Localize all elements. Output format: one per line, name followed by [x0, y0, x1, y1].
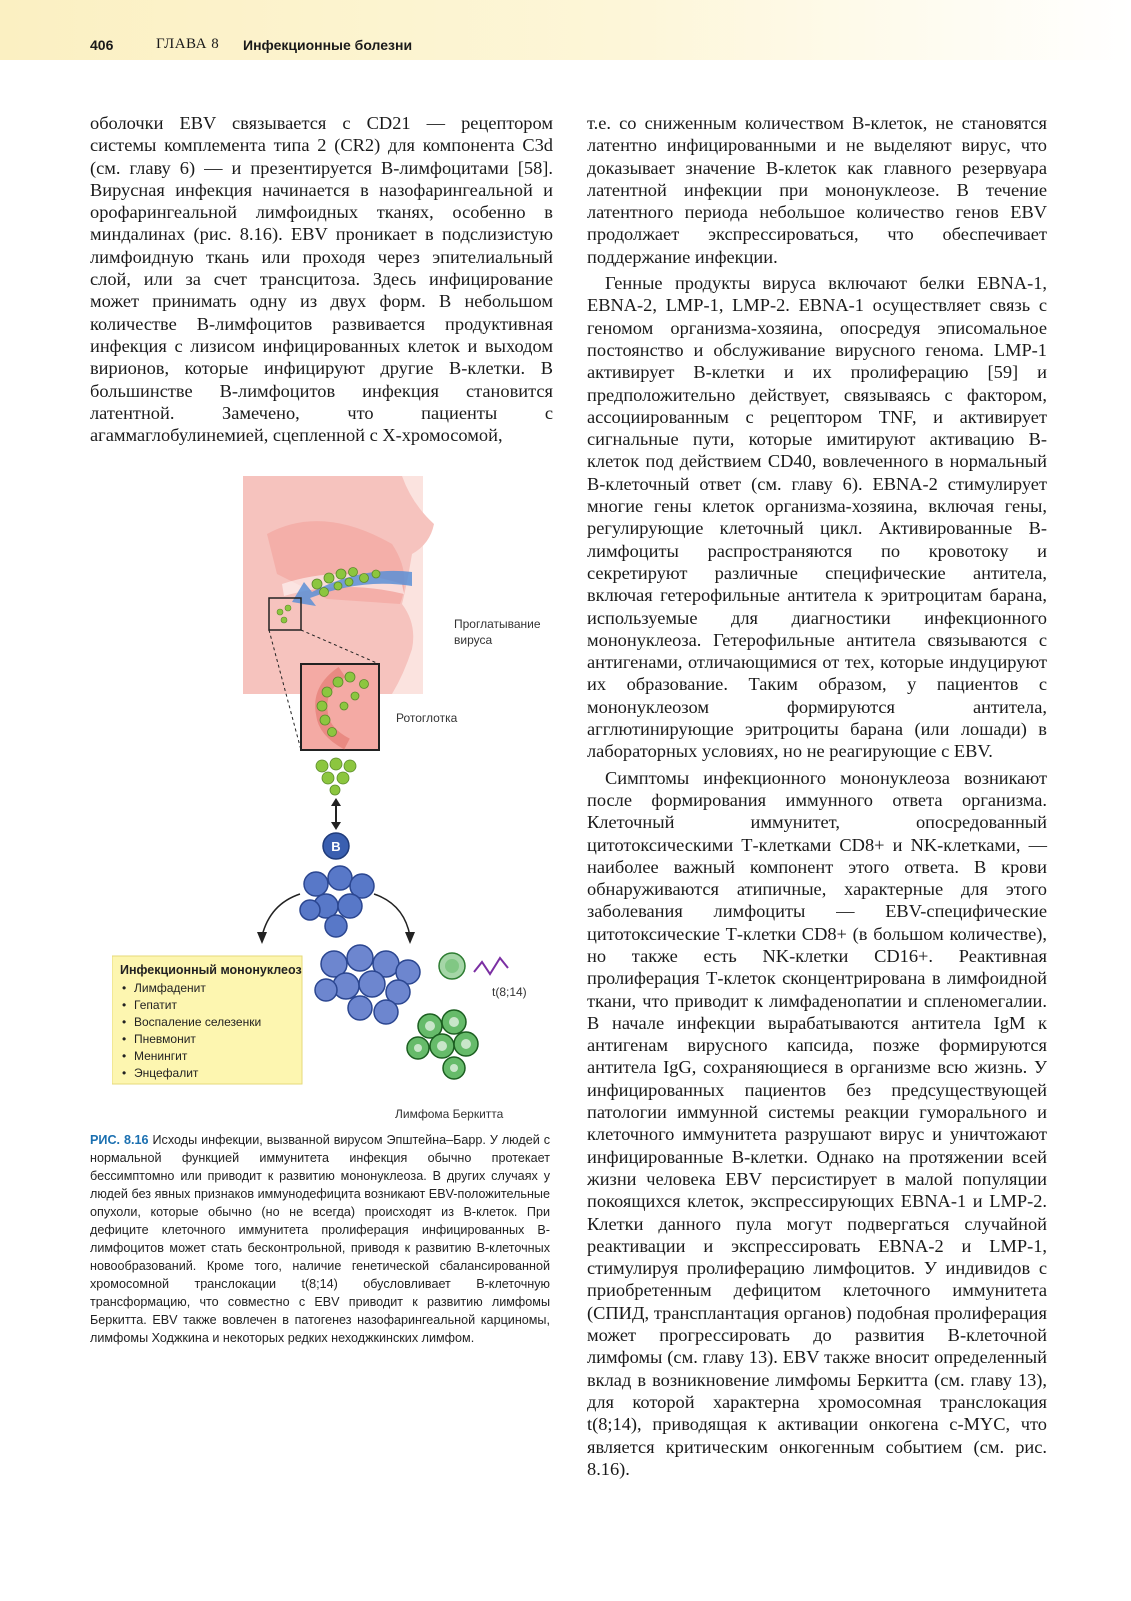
left-paragraph-1: оболочки EBV связывается с CD21 — рецептором системы комплемента типа 2 (CR2) для компонента C3d (см. главу 6) — и презентируется В-лимфоцитами [58]. Вирусная инфекция начинается в назофарингеальной и орофарингеальной лимфоидных тканях, особенно в миндалинах (рис. 8.16). EBV проникает в подслизистую лимфоидную ткань или проходя через эпителиальный слой, или за счет трансцитоза. Здесь инфицирование может принимать одну из двух форм. В небольшом количестве В-лимфоцитов развивается продуктивная инфекция с лизисом инфицированных клеток и выходом вирионов, которые инфицируют другие В-клетки. В большинстве В-лимфоцитов инфекция становится латентной. Замечено, что пациенты с агаммаглобулинемией, сцепленной с X-хромосомой, — [90, 113, 553, 446]
caption-text: Исходы инфекции, вызванной вирусом Эпштейна–Барр. У людей с нормальной функцией иммунитета инфекция обычно протекает бессимптомно или приводит к развитию мононуклеоза. В других случаях у людей без явных признаков иммунодефицита возникают EBV-положительные опухоли, которые обычно (но не всегда) происходят из В-клеток. При дефиците клеточного иммунитета пролиферация инфицированных В-лимфоцитов может стать бесконтрольной, приводя к развитию В-клеточных новообразований. Кроме того, наличие генетической сбалансированной хромосомной транслокации t(8;14) обусловливает В-клеточную трансформацию, что совместно с EBV приводит к развитию лимфомы Беркитта. EBV также вовлечен в патогенез назофарингеальной карциномы, лимфомы Ходжкина и некоторых редких неходжкинских лимфом. — [90, 1133, 550, 1345]
b-cell-letter: B — [331, 839, 341, 854]
translocation-label: t(8;14) — [492, 985, 527, 999]
symptom-bullet: • — [122, 1049, 127, 1063]
right-paragraph-2: Генные продукты вируса включают белки EBNA-1, EBNA-2, LMP-1, LMP-2. EBNA-1 осуществляет связь с геномом организма-хозяина, опосредуя эписомальное постоянство и обслуживание вирусного генома. LMP-1 активирует В-клетки и их пролиферацию [59] и предположительно действует, связываясь с фактором, ассоциированным с рецептором TNF, и активирует сигнальные пути, которые имитируют активацию В-клеток под действием CD40, вовлеченного в нормальный В-клеточный ответ (см. главу 6). EBNA-2 стимулирует многие гены клеток организма-хозяина, включая гены, регулирующие клеточный цикл. Активированные В-лимфоциты распространяются по кровотоку и секретируют различные специфические антитела, включая гетерофильные антитела к эритроцитам барана, используемые для диагностики инфекционного мононуклеоза. Гетерофильные антитела связываются с антигенами, отличающимися от тех, которые индуцируют их образование. Таким образом, у пациентов с мононуклеозом формируются антитела, агглютинирующие эритроциты барана (или лошади) в лабораторных условиях, но не реагирующие с EBV. — [587, 273, 1047, 762]
running-header-band — [0, 0, 1131, 60]
arrow-head-up — [331, 798, 341, 806]
chapter-label: ГЛАВА 8 — [156, 36, 220, 52]
symptom-item: Гепатит — [134, 998, 177, 1012]
symptom-bullet: • — [122, 1032, 127, 1046]
symptom-item: Пневмонит — [134, 1032, 196, 1046]
figure-8-16 — [112, 474, 548, 1134]
arrow-to-mononucleosis — [262, 894, 300, 936]
b-cell-cluster — [300, 866, 374, 937]
symptom-bullet: • — [122, 998, 127, 1012]
label-burkitt: Лимфома Беркитта — [395, 1107, 504, 1121]
page-number: 406 — [90, 37, 114, 53]
right-paragraph-1: т.е. со сниженным количеством В-клеток, не становятся латентно инфицированными и не выделяют вирус, что доказывает значение В-клеток как главного резервуара латентной инфекции при мононуклеозе. В течение латентного периода небольшое количество генов EBV продолжает экспрессироваться, что обеспечивает поддержание инфекции. — [587, 113, 1047, 267]
figure-illustration — [112, 474, 548, 1134]
right-paragraph-3: Симптомы инфекционного мононуклеоза возникают после формирования иммунного ответа организма. Клеточный иммунитет, опосредованный цитотоксическими Т-клетками CD8+ и NK-клетками, — наиболее важный компонент этого ответа. В крови обнаруживаются атипичные, характерные для этого заболевания лимфоциты — EBV-специфические цитотоксические Т-клетки CD8+ (в большом количестве), но также есть NK-клетки CD16+. Реактивная пролиферация Т-клеток сконцентрирована в лимфоидной ткани, что приводит к лимфаденопатии и спленомегалии. В начале инфекции вырабатываются антитела IgM к антигенам вирусного капсида, позже формируются антитела IgG, сохраняющиеся в организме всю жизнь. У инфицированных пациентов без предсуществующей патологии иммунной системы реакции гуморального и клеточного иммунитета разрушают вирус и уничтожают инфицированные В-клетки. Однако на протяжении всей жизни человека EBV персистирует в малой популяции покоящихся клеток, экспрессирующих EBNA-1 и LMP-2. Клетки данного пула могут подвергаться случайной реактивации и экспрессировать EBNA-2 и LMP-1, стимулируя пролиферацию лимфоцитов. У индивидов с приобретенным дефицитом клеточного иммунитета (СПИД, трансплантация органов) подобная пролиферация может прогрессировать до развития В-клеточной лимфомы (см. главу 13). EBV также вносит определенный вклад в возникновение лимфомы Беркитта (см. главу 13), для которой характерна хромосомная транслокация t(8;14), приводящая к активации онкогена c-MYC, что является критическим онкогенным событием (см. рис. 8.16). — [587, 767, 1047, 1479]
figure-caption — [90, 1131, 550, 1347]
arrow-head-left — [257, 932, 267, 944]
right-column — [587, 112, 1047, 1480]
virus-cluster — [316, 758, 356, 795]
arrow-head-down — [331, 822, 341, 830]
symptom-item: Энцефалит — [134, 1066, 199, 1080]
symptom-bullet: • — [122, 981, 127, 995]
symptom-item: Менингит — [134, 1049, 188, 1063]
symptom-item: Воспаление селезенки — [134, 1015, 262, 1029]
chapter-title: Инфекционные болезни — [243, 37, 413, 53]
symptom-item: Лимфаденит — [134, 981, 206, 995]
label-oropharynx: Ротоглотка — [396, 711, 458, 725]
symptom-bullet: • — [122, 1015, 127, 1029]
proliferating-b-cells — [315, 945, 420, 1024]
left-column — [90, 112, 553, 446]
symptom-bullet: • — [122, 1066, 127, 1080]
arrow-head-right — [405, 932, 415, 944]
mononucleosis-title: Инфекционный мононуклеоз — [120, 963, 302, 977]
lightning-icon — [474, 958, 508, 974]
label-swallow-line1: Проглатывание — [454, 617, 541, 631]
arrow-to-lymphoma — [374, 894, 410, 936]
translocation-nucleus — [445, 959, 459, 973]
caption-label: РИС. 8.16 — [90, 1133, 149, 1147]
label-swallow-line2: вируса — [454, 633, 493, 647]
